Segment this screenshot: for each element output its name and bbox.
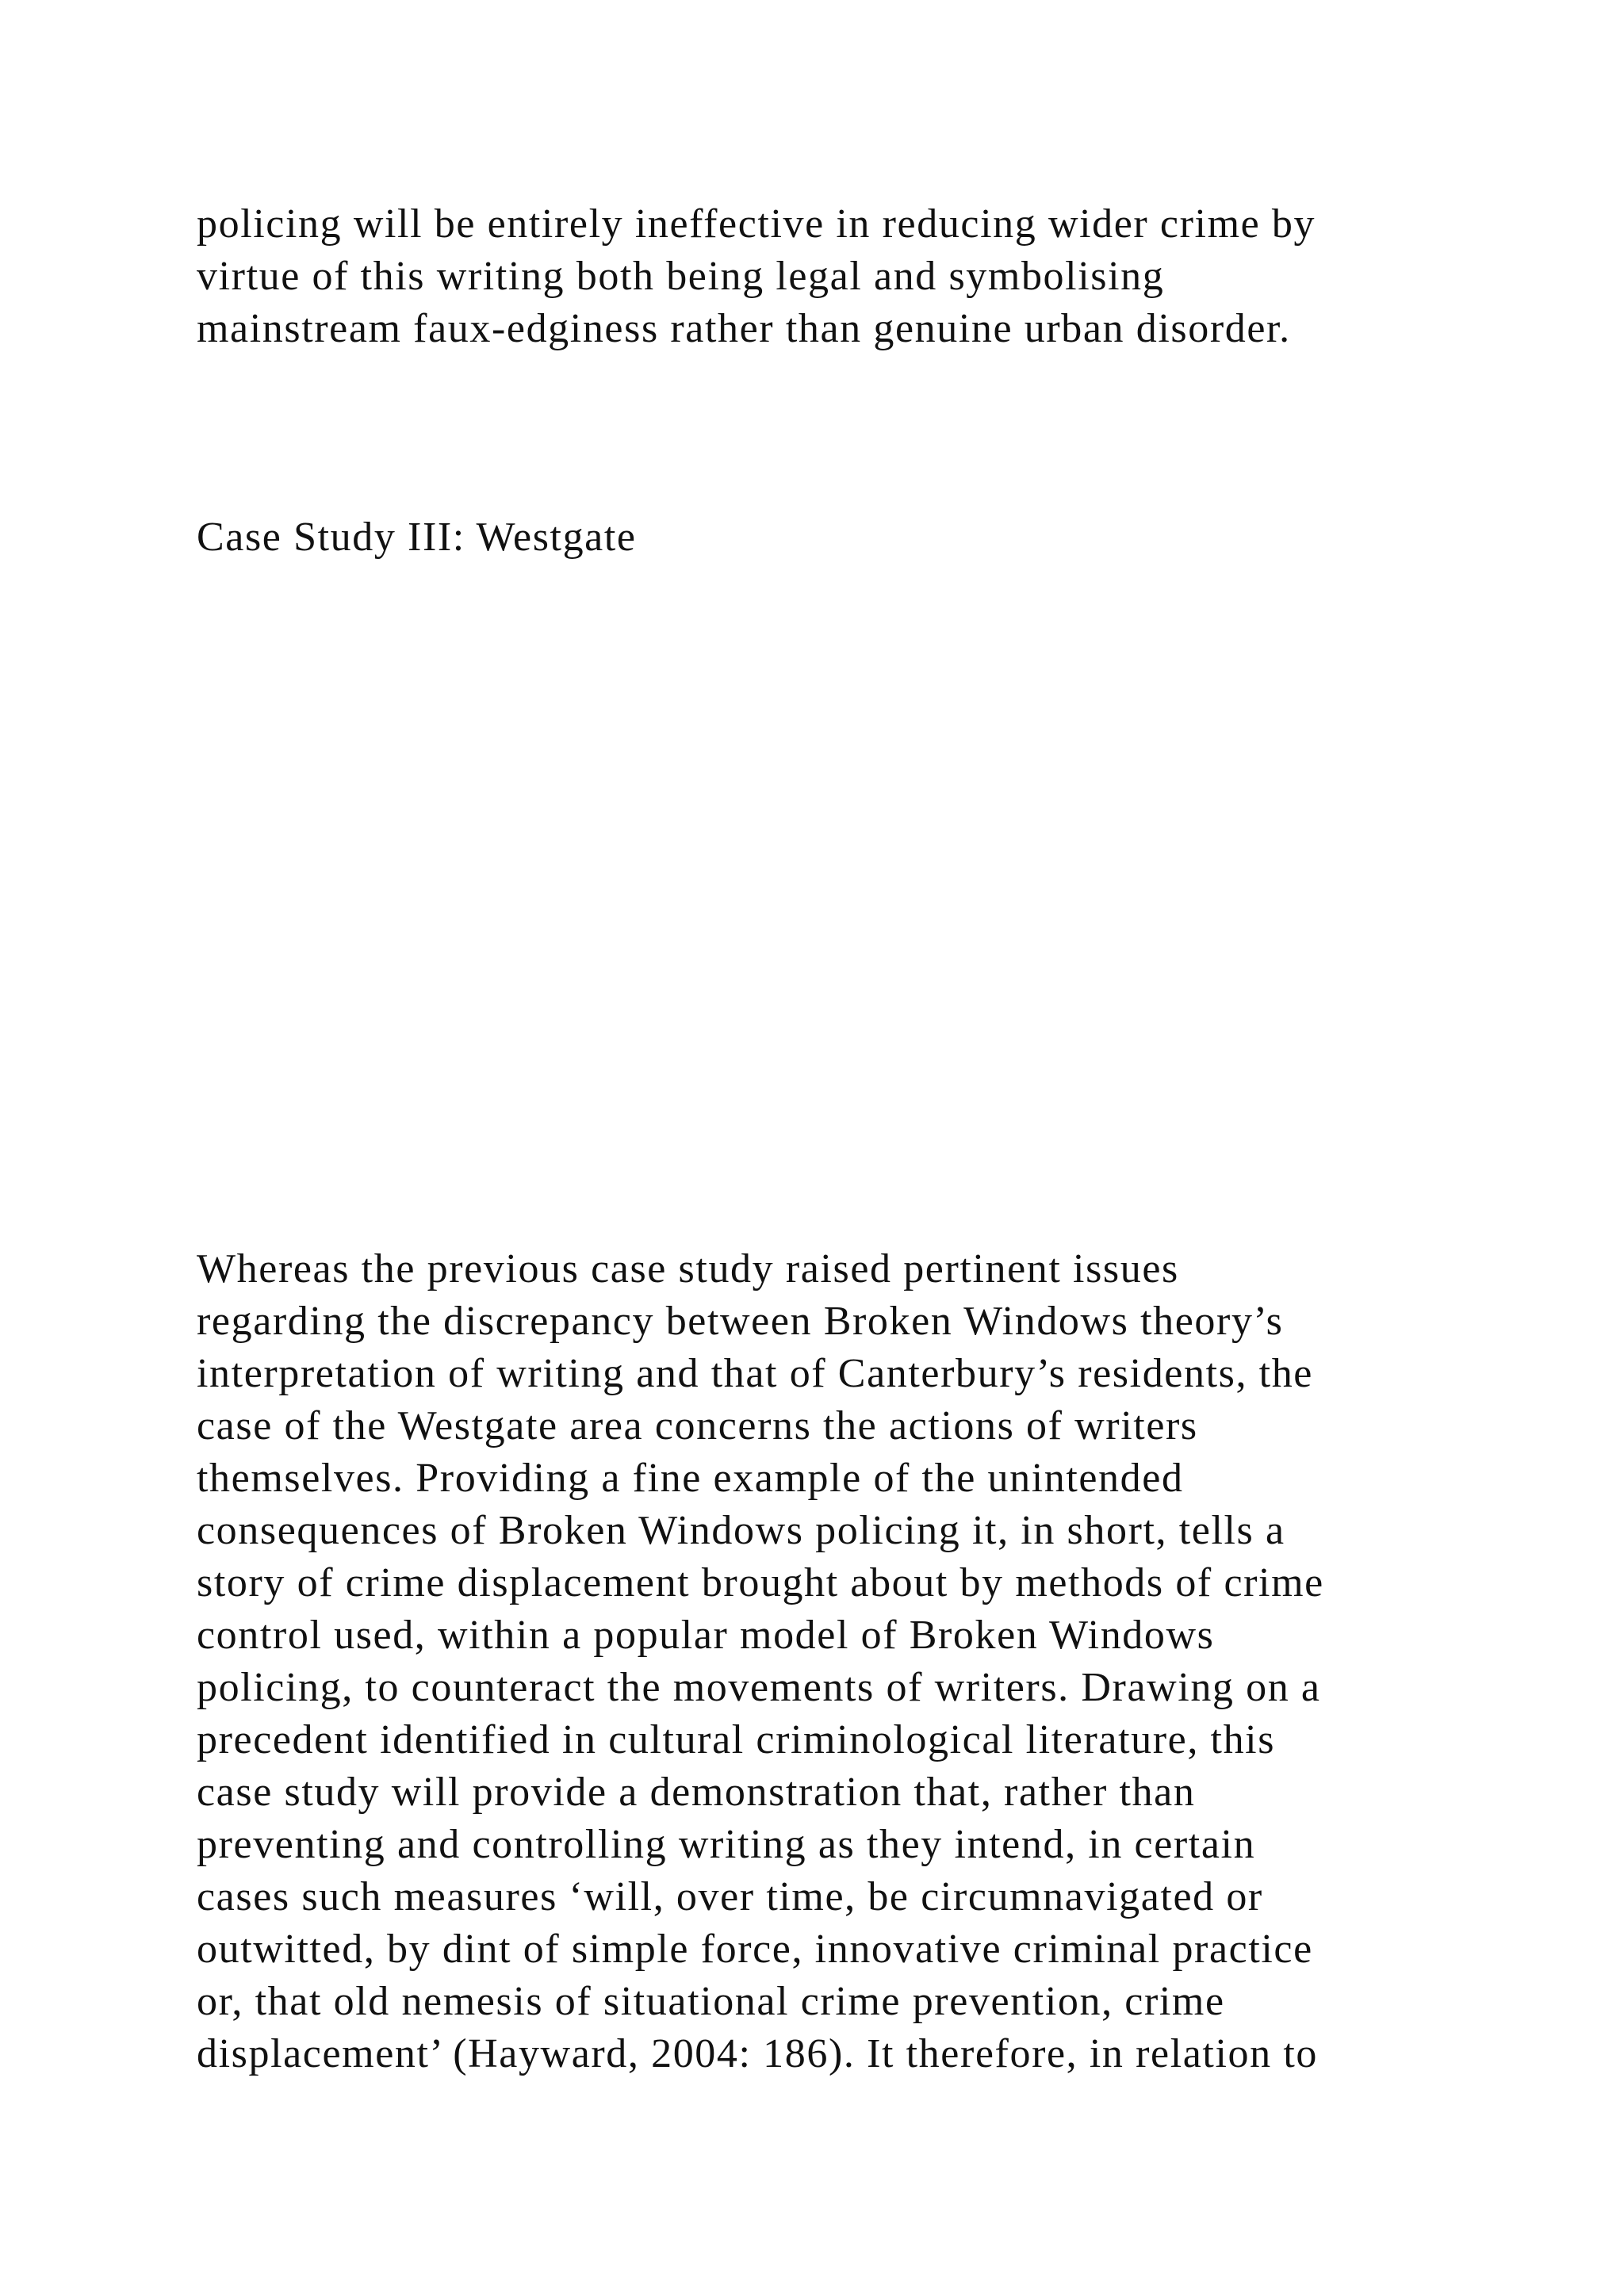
text-line: preventing and controlling writing as they intend, in certain [197, 1822, 1256, 1867]
text-line: mainstream faux-edginess rather than genuine urban disorder. [197, 306, 1291, 351]
text-line: cases such measures ‘will, over time, be circumnavigated or [197, 1874, 1263, 1919]
text-line: regarding the discrepancy between Broken Windows theory’s [197, 1299, 1284, 1344]
text-line: or, that old nemesis of situational crime prevention, crime [197, 1979, 1225, 2024]
text-line: themselves. Providing a fine example of the unintended [197, 1456, 1184, 1501]
text-line: Whereas the previous case study raised pertinent issues [197, 1246, 1179, 1292]
text-line: displacement’ (Hayward, 2004: 186). It therefore, in relation to [197, 2031, 1318, 2076]
section-heading: Case Study III: Westgate [197, 515, 637, 560]
text-line: interpretation of writing and that of Canterbury’s residents, the [197, 1351, 1313, 1396]
text-line: virtue of this writing both being legal and symbolising [197, 254, 1165, 299]
text-line: consequences of Broken Windows policing it, in short, tells a [197, 1508, 1285, 1553]
text-line: outwitted, by dint of simple force, innovative criminal practice [197, 1927, 1313, 1972]
text-line: control used, within a popular model of Broken Windows [197, 1613, 1215, 1658]
text-line: story of crime displacement brought about by methods of crime [197, 1560, 1324, 1605]
text-line: precedent identified in cultural criminological literature, this [197, 1717, 1276, 1762]
text-line: policing, to counteract the movements of writers. Drawing on a [197, 1665, 1321, 1710]
text-line: policing will be entirely ineffective in reducing wider crime by [197, 201, 1316, 247]
text-line: case study will provide a demonstration that, rather than [197, 1770, 1196, 1815]
text-line: case of the Westgate area concerns the actions of writers [197, 1403, 1198, 1448]
